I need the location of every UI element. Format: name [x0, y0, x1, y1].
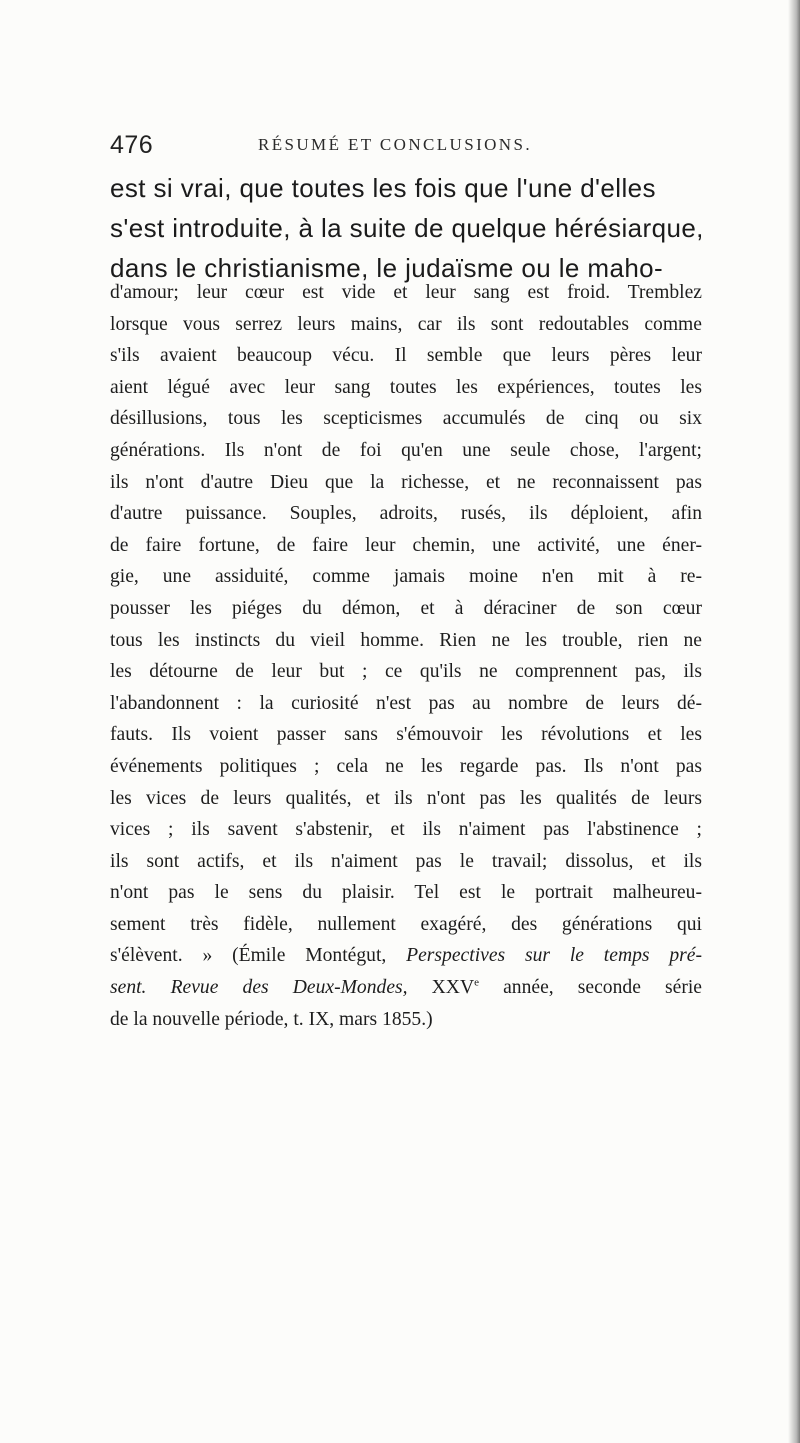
quote-line: fauts. Ils voient passer sans s'émouvoir les révolutions et les [110, 724, 702, 746]
page-header [110, 131, 670, 167]
quote-line: vices ; ils savent s'abstenir, et ils n'aiment pas l'abstinence ; [110, 819, 702, 841]
running-title: RÉSUMÉ ET CONCLUSIONS. [258, 135, 532, 154]
quote-line: ils sont actifs, et ils n'aiment pas le travail; dissolus, et ils [110, 850, 702, 872]
quote-line: aient légué avec leur sang toutes les expériences, toutes les [110, 376, 702, 398]
lead-line: dans le christianisme, le judaïsme ou le maho- [110, 253, 664, 283]
quote-line: tous les instincts du vieil homme. Rien ne les trouble, rien ne [110, 629, 702, 651]
quote-line: lorsque vous serrez leurs mains, car ils sont redoutables comme [110, 313, 702, 335]
quote-line: d'amour; leur cœur est vide et leur sang est froid. Tremblez [110, 282, 702, 303]
citation-volume: XXV [407, 977, 475, 999]
quote-line: les vices de leurs qualités, et ils n'ont pas les qualités de leurs [110, 787, 702, 809]
quoted-passage [110, 277, 702, 1035]
citation-line [110, 940, 702, 972]
ordinal-superscript: e [474, 976, 479, 989]
quote-line: n'ont pas le sens du plaisir. Tel est le portrait malheureu- [110, 882, 702, 904]
citation-title: Perspectives sur le temps pré- [406, 945, 702, 967]
citation-journal: sent. Revue des Deux-Mondes, [110, 977, 408, 999]
quote-line: générations. Ils n'ont de foi qu'en une seule chose, l'argent; [110, 439, 702, 461]
quote-line: désillusions, tous les scepticismes accumulés de cinq ou six [110, 408, 702, 430]
citation-line: de la nouvelle période, t. IX, mars 1855.) [110, 1008, 433, 1030]
quote-line: d'autre puissance. Souples, adroits, rusés, ils déploient, afin [110, 503, 702, 525]
citation-text: s'élèvent. » (Émile Montégut, [110, 945, 407, 967]
quote-line: les détourne de leur but ; ce qu'ils ne comprennent pas, ils [110, 661, 702, 683]
lead-paragraph [110, 168, 704, 288]
quote-line: pousser les piéges du démon, et à déraciner de son cœur [110, 597, 702, 619]
lead-line: s'est introduite, à la suite de quelque hérésiarque, [110, 213, 704, 243]
quote-line: sement très fidèle, nullement exagéré, des générations qui [110, 913, 702, 935]
page-edge-shadow [788, 0, 800, 1443]
quote-line: l'abandonnent : la curiosité n'est pas au nombre de leurs dé- [110, 692, 702, 714]
lead-line: est si vrai, que toutes les fois que l'une d'elles [110, 173, 656, 203]
page-number: 476 [110, 131, 154, 159]
quote-line: gie, une assiduité, comme jamais moine n'en mit à re- [110, 566, 702, 588]
citation-line [110, 972, 702, 1004]
quote-line: ils n'ont d'autre Dieu que la richesse, et ne reconnaissent pas [110, 471, 702, 493]
quote-line: événements politiques ; cela ne les regarde pas. Ils n'ont pas [110, 755, 702, 777]
citation-series: année, seconde série [479, 977, 702, 999]
quote-line: s'ils avaient beaucoup vécu. Il semble que leurs pères leur [110, 345, 702, 367]
quote-line: de faire fortune, de faire leur chemin, une activité, une éner- [110, 534, 702, 556]
